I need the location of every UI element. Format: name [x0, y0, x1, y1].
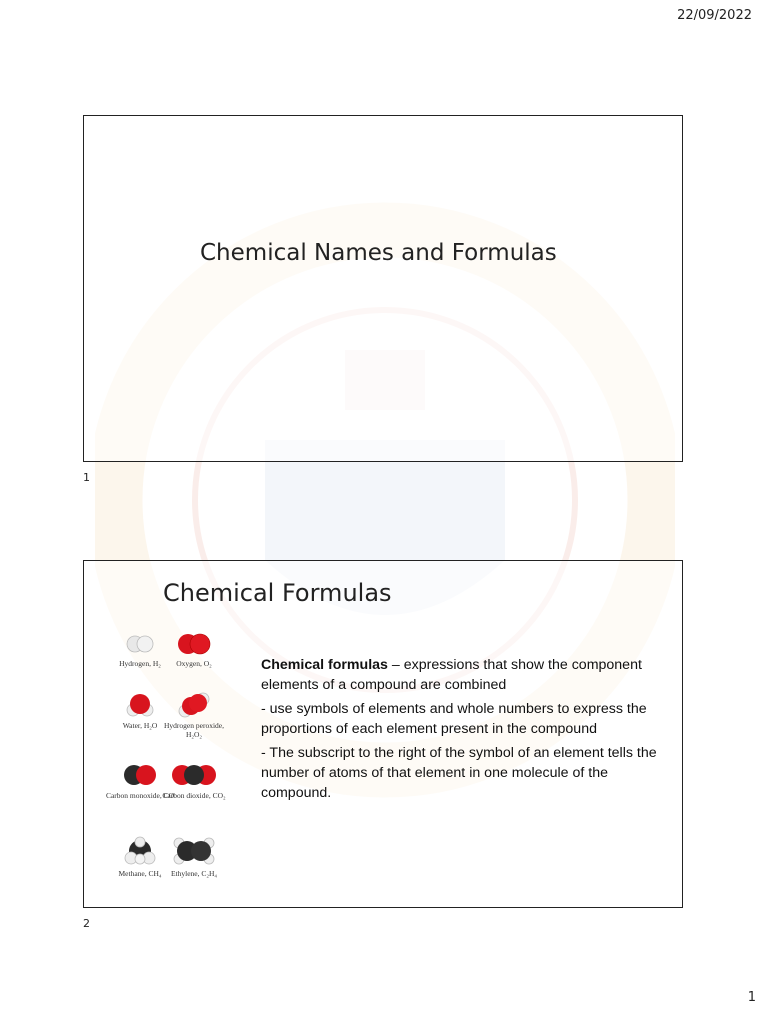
- molecule-label: Hydrogen, H₂: [119, 659, 161, 668]
- molecule-models: [104, 631, 254, 891]
- slide-1-title: Chemical Names and Formulas: [200, 240, 557, 266]
- molecule-label: Ethylene, C₂H₄: [170, 869, 218, 878]
- definition-body: – expressions that show the component elements of a compound are combined: [261, 657, 642, 693]
- water-model-icon: [120, 691, 160, 719]
- definition-term: Chemical formulas: [261, 657, 388, 673]
- definition-paragraph: [261, 655, 666, 695]
- ethylene-model-icon: [171, 835, 217, 867]
- hydrogen-peroxide-model-icon: [174, 691, 214, 719]
- slide-2-title: Chemical Formulas: [163, 579, 392, 607]
- molecule-label: Methane, CH₄: [118, 869, 162, 878]
- methane-model-icon: [120, 835, 160, 867]
- molecule-label: Carbon dioxide, CO₂: [162, 791, 226, 800]
- molecule-label: Carbon monoxide, CO: [105, 791, 175, 800]
- molecule-label: Oxygen, O₂: [176, 659, 212, 668]
- page-number: 1: [747, 990, 756, 1005]
- date-stamp: 22/09/2022: [677, 8, 752, 23]
- oxygen-model-icon: [174, 631, 214, 657]
- molecule-oxygen: [158, 631, 230, 668]
- carbon-monoxide-model-icon: [120, 761, 160, 789]
- molecule-hydrogen-peroxide: [158, 691, 230, 739]
- bullet-subscript: - The subscript to the right of the symbol of an element tells the number of atoms of that element in one molecule of the compound.: [261, 745, 657, 801]
- hydrogen-model-icon: [120, 631, 160, 657]
- molecule-ethylene: [158, 835, 230, 878]
- definition-text: [261, 655, 666, 807]
- slide-2: [83, 560, 683, 908]
- slide-1: [83, 115, 683, 462]
- slide-1-number: 1: [83, 471, 90, 484]
- carbon-dioxide-model-icon: [171, 761, 217, 789]
- molecule-label: Water, H₂O: [122, 721, 158, 730]
- molecule-carbon-dioxide: [158, 761, 230, 800]
- molecule-label: Hydrogen peroxide, H₂O₂: [164, 721, 224, 739]
- bullet-symbols: - use symbols of elements and whole numbers to express the proportions of each element present in the compound: [261, 701, 647, 737]
- slide-2-number: 2: [83, 917, 90, 930]
